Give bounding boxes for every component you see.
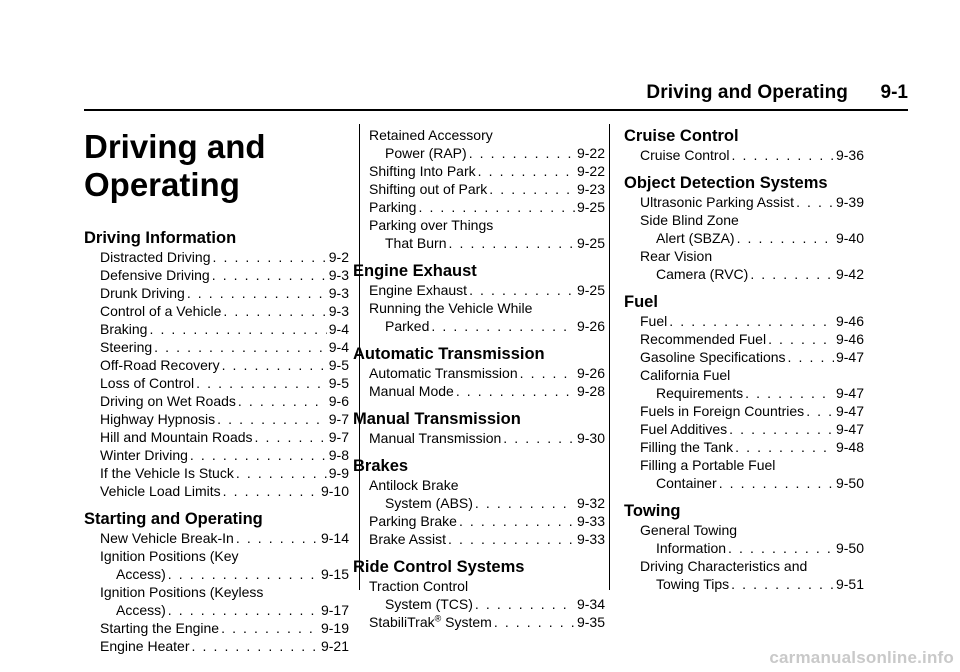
toc-entry[interactable]: [353, 429, 605, 447]
toc-entry[interactable]: [84, 637, 349, 655]
entry-page: 9-42: [835, 266, 864, 282]
toc-entry[interactable]: [624, 438, 864, 456]
toc-entry[interactable]: [84, 302, 349, 320]
chapter-title-line-1: Driving and: [84, 128, 266, 165]
entry-page: 9-4: [328, 339, 349, 355]
leader-dots: [187, 284, 327, 302]
entry-title: Parking Brake: [369, 513, 457, 529]
toc-entry[interactable]: [353, 162, 605, 180]
site-watermark: carmanualsonline.info: [769, 648, 954, 667]
section-heading[interactable]: Driving Information: [84, 229, 237, 247]
entry-title: Gasoline Specifications: [640, 349, 786, 365]
toc-entry[interactable]: [84, 446, 349, 464]
leader-dots: [456, 382, 575, 400]
entry-title: Loss of Control: [100, 375, 195, 391]
entry-page: 9-23: [576, 181, 605, 197]
toc-entry[interactable]: [84, 284, 349, 302]
leader-dots: [806, 402, 834, 420]
leader-dots: [489, 180, 575, 198]
page-number: 9-1: [880, 82, 908, 103]
entry-title: Off-Road Recovery: [100, 357, 220, 373]
entry-page: 9-32: [576, 495, 605, 511]
entry-title: Driving on Wet Roads: [100, 393, 236, 409]
toc-entry[interactable]: [353, 281, 605, 299]
leader-dots: [418, 198, 575, 216]
leader-dots: [222, 356, 327, 374]
leader-dots: [475, 595, 575, 613]
toc-entry[interactable]: [624, 146, 864, 164]
toc-entry[interactable]: [624, 348, 864, 366]
entry-title: Ultrasonic Parking Assist: [640, 194, 795, 210]
entry-title: Camera (RVC): [656, 266, 749, 282]
entry-page: 9-9: [328, 465, 349, 481]
entry-title: Fuel Additives: [640, 421, 728, 437]
section-heading[interactable]: Ride Control Systems: [353, 558, 525, 576]
entry-title: That Burn: [385, 235, 447, 251]
leader-dots: [217, 410, 327, 428]
leader-dots: [494, 613, 575, 631]
toc-entry[interactable]: [624, 312, 864, 330]
toc-entry[interactable]: [353, 595, 605, 613]
section-heading[interactable]: Automatic Transmission: [353, 345, 545, 363]
toc-entry[interactable]: [353, 613, 605, 631]
section-brakes: [353, 456, 605, 548]
toc-entry[interactable]: [84, 565, 349, 583]
leader-dots: [190, 446, 327, 464]
toc-entry[interactable]: [84, 356, 349, 374]
entry-title: Braking: [100, 321, 148, 337]
entry-page: 9-50: [835, 475, 864, 491]
entry-title-line[interactable]: Parking over Things: [369, 217, 494, 233]
section-heading[interactable]: Object Detection Systems: [624, 174, 828, 192]
entry-page: 9-34: [576, 596, 605, 612]
leader-dots: [768, 330, 834, 348]
entry-page: 9-5: [328, 375, 349, 391]
entry-page: 9-50: [835, 540, 864, 556]
entry-title-line[interactable]: Rear Vision: [640, 248, 713, 264]
entry-title-line[interactable]: Driving Characteristics and: [640, 558, 808, 574]
section-cruise-control: [624, 126, 864, 164]
leader-dots: [236, 464, 327, 482]
entry-page: 9-22: [576, 145, 605, 161]
entry-page: 9-47: [835, 349, 864, 365]
entry-page: 9-2: [328, 249, 349, 265]
entry-page: 9-47: [835, 385, 864, 401]
entry-page: 9-40: [835, 230, 864, 246]
header-rule: [84, 109, 908, 111]
page-header: [0, 82, 960, 110]
leader-dots: [238, 392, 327, 410]
entry-page: 9-47: [835, 421, 864, 437]
entry-title: Power (RAP): [385, 145, 467, 161]
toc-entry[interactable]: [84, 464, 349, 482]
entry-title-line[interactable]: Side Blind Zone: [640, 212, 739, 228]
section-object-detection: [624, 173, 864, 283]
toc-entry[interactable]: [84, 374, 349, 392]
entry-title: Alert (SBZA): [656, 230, 735, 246]
leader-dots: [223, 302, 326, 320]
entry-title: Engine Heater: [100, 638, 190, 654]
entry-page: 9-17: [320, 602, 349, 618]
leader-dots: [796, 193, 834, 211]
leader-dots: [192, 637, 319, 655]
toc-column-1: [84, 126, 349, 655]
toc-entry[interactable]: [624, 229, 864, 247]
section-manual-transmission: [353, 409, 605, 447]
toc-entry[interactable]: [84, 392, 349, 410]
leader-dots: [475, 494, 575, 512]
toc-entry[interactable]: [84, 320, 349, 338]
entry-page: 9-14: [320, 530, 349, 546]
entry-title: Engine Exhaust: [369, 282, 468, 298]
leader-dots: [448, 234, 574, 252]
entry-title: Fuel: [640, 313, 668, 329]
leader-dots: [669, 312, 834, 330]
toc-entry[interactable]: [353, 512, 605, 530]
leader-dots: [196, 374, 327, 392]
leader-dots: [729, 420, 834, 438]
toc-entry[interactable]: [84, 428, 349, 446]
leader-dots: [223, 482, 319, 500]
entry-title: [369, 613, 492, 631]
section-heading[interactable]: Fuel: [624, 293, 658, 311]
entry-page: 9-8: [328, 447, 349, 463]
entry-title-rest: System: [441, 614, 492, 630]
entry-title: Towing Tips: [656, 576, 730, 592]
entry-page: 9-19: [320, 620, 349, 636]
entry-title: Information: [656, 540, 727, 556]
entry-title: Distracted Driving: [100, 249, 211, 265]
leader-dots: [255, 428, 327, 446]
entry-page: 9-3: [328, 285, 349, 301]
toc-entry[interactable]: [353, 234, 605, 252]
entry-page: 9-25: [576, 235, 605, 251]
entry-page: 9-3: [328, 303, 349, 319]
entry-page: 9-51: [835, 576, 864, 592]
entry-page: 9-28: [576, 383, 605, 399]
entry-page: 9-26: [576, 365, 605, 381]
entry-title: Access): [116, 566, 166, 582]
toc-entry[interactable]: [624, 575, 864, 593]
entry-page: 9-7: [328, 429, 349, 445]
entry-page: 9-46: [835, 313, 864, 329]
section-driving-information: [84, 228, 349, 500]
toc-entry[interactable]: [353, 317, 605, 335]
entry-title: Fuels in Foreign Countries: [640, 403, 805, 419]
section-towing: [624, 501, 864, 593]
toc-entry[interactable]: [353, 382, 605, 400]
chapter-title-line-2: Operating: [84, 166, 240, 203]
entry-title: Shifting out of Park: [369, 181, 488, 197]
entry-list: [84, 248, 349, 500]
entry-page: 9-21: [320, 638, 349, 654]
entry-page: 9-33: [576, 531, 605, 547]
entry-title: Brake Assist: [369, 531, 447, 547]
leader-dots: [168, 601, 319, 619]
toc-entry[interactable]: [624, 402, 864, 420]
section-automatic-transmission: [353, 344, 605, 400]
leader-dots: [469, 144, 575, 162]
toc-entry[interactable]: [353, 530, 605, 548]
entry-title: Recommended Fuel: [640, 331, 767, 347]
section-heading[interactable]: Brakes: [353, 457, 409, 475]
toc-entry[interactable]: [84, 601, 349, 619]
toc-entry[interactable]: [624, 265, 864, 283]
leader-dots: [737, 229, 834, 247]
toc-entry[interactable]: [84, 619, 349, 637]
section-heading[interactable]: Towing: [624, 502, 681, 520]
toc-entry[interactable]: [624, 193, 864, 211]
entry-title: Starting the Engine: [100, 620, 220, 636]
entry-title: Automatic Transmission: [369, 365, 518, 381]
entry-page: 9-36: [835, 147, 864, 163]
entry-page: 9-25: [576, 199, 605, 215]
running-header-title: Driving and Operating: [646, 82, 848, 103]
entry-title: Shifting Into Park: [369, 163, 476, 179]
entry-title: Access): [116, 602, 166, 618]
toc-entry[interactable]: [624, 384, 864, 402]
leader-dots: [731, 575, 834, 593]
leader-dots: [719, 474, 834, 492]
entry-title: Manual Mode: [369, 383, 454, 399]
entry-page: 9-39: [835, 194, 864, 210]
leader-dots: [520, 364, 575, 382]
entry-page: 9-33: [576, 513, 605, 529]
toc-entry[interactable]: [353, 144, 605, 162]
leader-dots: [459, 512, 575, 530]
entry-page: 9-47: [835, 403, 864, 419]
section-starting-operating: [84, 509, 349, 655]
entry-title: Parking: [369, 199, 417, 215]
section-heading[interactable]: Starting and Operating: [84, 510, 263, 528]
entry-page: 9-46: [835, 331, 864, 347]
entry-title: System (ABS): [385, 495, 473, 511]
section-heading[interactable]: Engine Exhaust: [353, 262, 477, 280]
entry-page: 9-5: [328, 357, 349, 373]
leader-dots: [168, 565, 319, 583]
entry-title: Highway Hypnosis: [100, 411, 216, 427]
leader-dots: [154, 338, 327, 356]
toc-entry[interactable]: [353, 198, 605, 216]
leader-dots: [750, 265, 834, 283]
toc-entry[interactable]: [84, 482, 349, 500]
entry-title: Container: [656, 475, 717, 491]
toc-entry[interactable]: [84, 410, 349, 428]
entry-title: System (TCS): [385, 596, 473, 612]
toc-entry[interactable]: [624, 330, 864, 348]
toc-entry[interactable]: [84, 266, 349, 284]
leader-dots: [431, 317, 575, 335]
entry-page: 9-25: [576, 282, 605, 298]
leader-dots: [735, 438, 834, 456]
entry-title: Steering: [100, 339, 153, 355]
toc-column-3: [624, 126, 864, 593]
entry-title-line[interactable]: General Towing: [640, 522, 738, 538]
entry-title: Defensive Driving: [100, 267, 210, 283]
toc-entry[interactable]: [84, 529, 349, 547]
entry-title: Control of a Vehicle: [100, 303, 222, 319]
entry-title: Parked: [385, 318, 430, 334]
entry-title: Cruise Control: [640, 147, 730, 163]
entry-title-line[interactable]: Traction Control: [369, 578, 469, 594]
column-divider-2: [609, 124, 610, 590]
leader-dots: [212, 266, 327, 284]
section-ride-control: [353, 557, 605, 631]
chapter-title: [84, 128, 349, 204]
leader-dots: [503, 429, 575, 447]
toc-entry[interactable]: [624, 420, 864, 438]
entry-title-line[interactable]: Ignition Positions (Keyless: [100, 584, 264, 600]
toc-entry[interactable]: [624, 539, 864, 557]
toc-entry[interactable]: [353, 494, 605, 512]
leader-dots: [221, 619, 319, 637]
entry-title-line[interactable]: California Fuel: [640, 367, 731, 383]
entry-page: 9-26: [576, 318, 605, 334]
toc-entry[interactable]: [624, 474, 864, 492]
entry-title-line[interactable]: Filling a Portable Fuel: [640, 457, 776, 473]
leader-dots: [728, 539, 834, 557]
toc-entry[interactable]: [353, 180, 605, 198]
section-heading[interactable]: Manual Transmission: [353, 410, 521, 428]
toc-entry[interactable]: [353, 364, 605, 382]
leader-dots: [469, 281, 575, 299]
entry-page: 9-48: [835, 439, 864, 455]
toc-column-2: [353, 126, 605, 631]
section-starting-operating-continued: [353, 126, 605, 252]
entry-title: Hill and Mountain Roads: [100, 429, 253, 445]
leader-dots: [731, 146, 833, 164]
leader-dots: [448, 530, 575, 548]
entry-page: 9-3: [328, 267, 349, 283]
entry-title: Drunk Driving: [100, 285, 185, 301]
entry-page: 9-30: [576, 430, 605, 446]
entry-page: 9-35: [576, 614, 605, 630]
entry-title-line[interactable]: Running the Vehicle While: [369, 300, 533, 316]
leader-dots: [236, 529, 319, 547]
leader-dots: [745, 384, 834, 402]
entry-title: Winter Driving: [100, 447, 188, 463]
entry-title-line[interactable]: Retained Accessory: [369, 127, 493, 143]
section-fuel: [624, 292, 864, 492]
entry-title: Vehicle Load Limits: [100, 483, 221, 499]
entry-page: 9-6: [328, 393, 349, 409]
leader-dots: [478, 162, 575, 180]
toc-entry[interactable]: [84, 248, 349, 266]
registered-mark: ®: [434, 613, 442, 624]
leader-dots: [788, 348, 834, 366]
entry-page: 9-4: [328, 321, 349, 337]
entry-title: Filling the Tank: [640, 439, 734, 455]
section-engine-exhaust: [353, 261, 605, 335]
entry-title: New Vehicle Break-In: [100, 530, 234, 546]
entry-title: Requirements: [656, 385, 744, 401]
leader-dots: [149, 320, 326, 338]
leader-dots: [212, 248, 326, 266]
entry-page: 9-7: [328, 411, 349, 427]
entry-title-line[interactable]: Ignition Positions (Key: [100, 548, 239, 564]
entry-page: 9-15: [320, 566, 349, 582]
entry-title: Manual Transmission: [369, 430, 502, 446]
entry-title: If the Vehicle Is Stuck: [100, 465, 234, 481]
section-heading[interactable]: Cruise Control: [624, 127, 739, 145]
toc-entry[interactable]: [84, 338, 349, 356]
entry-page: 9-22: [576, 163, 605, 179]
entry-page: 9-10: [320, 483, 349, 499]
entry-title-line[interactable]: Antilock Brake: [369, 477, 459, 493]
entry-title-brand: StabiliTrak: [369, 614, 435, 630]
